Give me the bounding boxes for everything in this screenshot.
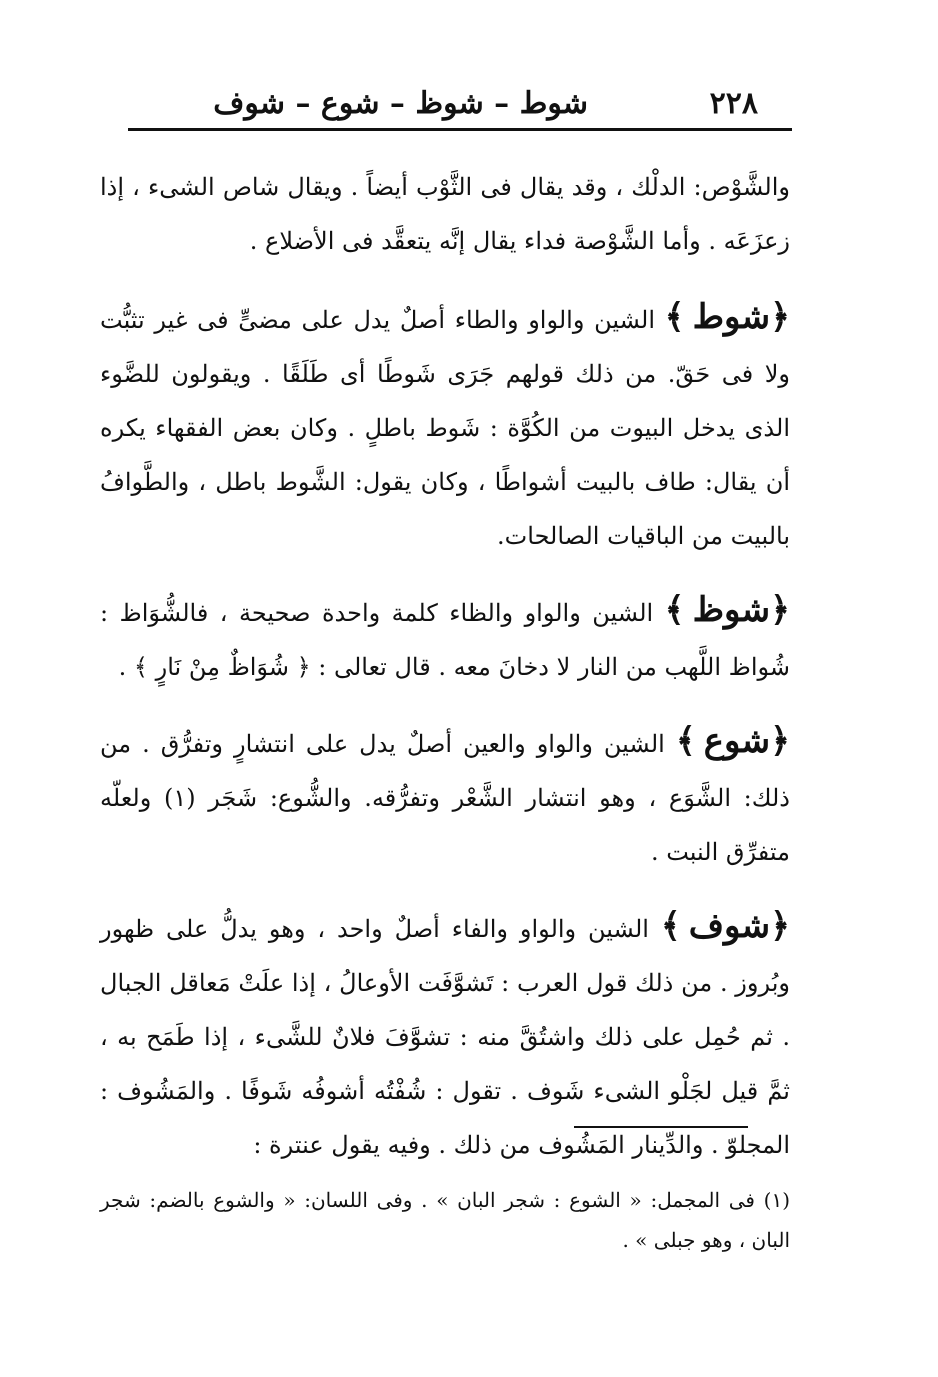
headword-open-bracket: ﴿ [770, 906, 790, 946]
headword-close-bracket: ﴾ [660, 906, 681, 946]
entry-shawf [100, 899, 790, 1172]
entry-text: الشين والواو والفاء أصلٌ واحد ، وهو يدلُّ على ظهور وبُروز . من ذلك قول العرب : تَشوَّفَت الأوعالُ ، إذا علَتْ مَعاقل الجبال . ثم حُمِل على ذلك واشتُقَّ منه : تشوَّفَ فلانٌ للشَّىء ، إذا طَمَح به ، ثمَّ قيل لجَلْو الشىء شَوف . تقول : شُفْتُه أشوفُه شَوفًا . والمَشُوف : المجلوّ . والدِّينار المَشُوف من ذلك . وفيه يقول عنترة : [100, 915, 790, 1159]
page-header [128, 84, 788, 128]
entry-shaw [100, 714, 790, 879]
headword-shawz: شوظ [692, 590, 771, 630]
body-text [100, 160, 790, 1192]
headword-close-bracket: ﴾ [664, 590, 685, 630]
headword-open-bracket: ﴿ [770, 590, 790, 630]
headword-open-bracket: ﴿ [770, 721, 790, 761]
page-number: ٢٢٨ [709, 86, 758, 121]
headword-shawf: شوف [688, 906, 771, 946]
header-rule [128, 128, 792, 131]
intro-paragraph: والشَّوْص: الدلْك ، وقد يقال فى الثَّوْب أيضاً . ويقال شاص الشىء ، إذا زعزَعَه . وأما الشَّوْصة فداء يقال إنَّه يتعقَّد فى الأضلاع . [100, 173, 790, 255]
entry-text: الشين والواو والطاء أصلٌ يدل على مضىٍّ فى غير تثبُّت ولا فى حَقّ. من ذلك قولهم جَرَى شَوطًا أى طَلَقًا . ويقولون للضَّوء الذى يدخل البيوت من الكُوَّة : شَوط باطلٍ . وكان بعض الفقهاء يكره أن يقال: طاف بالبيت أشواطًا ، وكان يقول: الشَّوط باطل ، والطَّوافُ بالبيت من الباقيات الصالحات. [100, 306, 790, 550]
entry-shawt [100, 290, 790, 563]
headword-shawt: شوط [692, 297, 771, 337]
footnote: (١) فى المجمل: « الشوع : شجر البان » . وفى اللسان: « والشوع بالضم: شجر البان ، وهو جبلى » . [100, 1188, 790, 1252]
entry-shawz [100, 583, 790, 694]
headword-close-bracket: ﴾ [675, 721, 696, 761]
entry-text: الشين والواو والظاء كلمة واحدة صحيحة ، فالشُّوَاظ : شُواظ اللَّهب من النار لا دخانَ معه . قال تعالى : ﴿ شُوَاظٌ مِنْ نَارٍ ﴾ . [100, 599, 790, 681]
headword-close-bracket: ﴾ [664, 297, 685, 337]
running-title: شوط – شوظ – شوع – شوف [213, 86, 588, 121]
headword-open-bracket: ﴿ [770, 297, 790, 337]
footnote-rule [574, 1126, 748, 1128]
headword-shaw: شوع [703, 721, 771, 761]
entry-text: الشين والواو والعين أصلٌ يدل على انتشارٍ وتفرُّق . من ذلك: الشَّوَع ، وهو انتشار الشَّعْر وتفرُّقه. والشُّوع: شَجَر (١) ولعلّه متفرِّق النبت . [100, 730, 790, 866]
